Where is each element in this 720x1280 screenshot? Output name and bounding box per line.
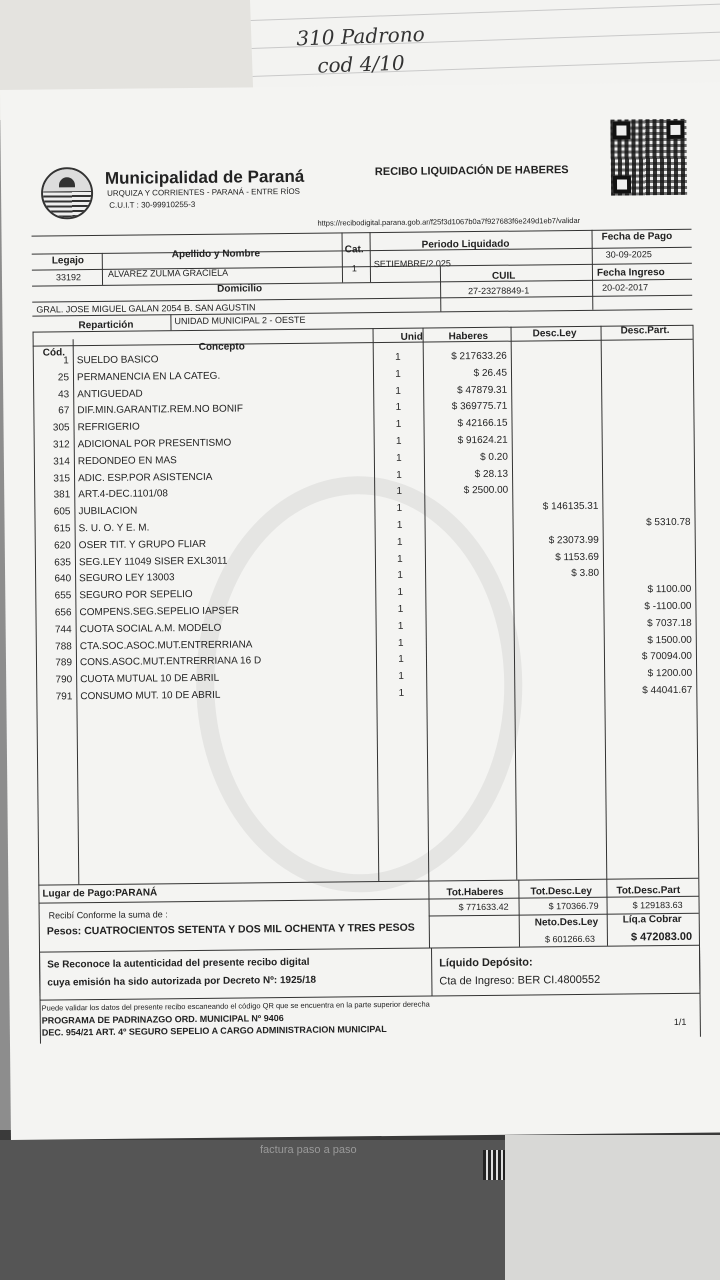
tot-desc-ley-value: $ 170366.79 bbox=[548, 900, 599, 912]
cell-desc-ley bbox=[516, 635, 600, 636]
name-label: Apellido y Nombre bbox=[171, 248, 261, 261]
cell-unid: 1 bbox=[395, 368, 401, 380]
cell-cod: 791 bbox=[55, 691, 73, 703]
col-cod: Cód. bbox=[42, 347, 66, 359]
cell-unid: 1 bbox=[394, 351, 401, 363]
pay-date-value: 30-09-2025 bbox=[605, 249, 652, 260]
period-value: SETIEMBRE/2.025 bbox=[373, 258, 451, 270]
cell-desc-ley bbox=[514, 451, 598, 452]
col-desc-ley: Desc.Ley bbox=[532, 327, 577, 340]
deposit-label: Líquido Depósito: bbox=[439, 956, 533, 970]
cell-desc-part bbox=[603, 366, 689, 367]
col-concepto: Concepto bbox=[198, 341, 245, 353]
cell-cod: 789 bbox=[55, 657, 73, 669]
dept-label: Repartición bbox=[78, 319, 134, 332]
cell-concepto: ART.4-DEC.1101/08 bbox=[78, 488, 168, 501]
cell-desc-ley bbox=[516, 652, 600, 653]
cell-unid: 1 bbox=[397, 570, 403, 582]
cell-unid: 1 bbox=[396, 519, 403, 531]
cell-haberes bbox=[428, 619, 510, 620]
cell-desc-ley bbox=[516, 619, 600, 620]
qr-code-icon[interactable] bbox=[610, 119, 687, 196]
tot-haberes-value: $ 771633.42 bbox=[458, 901, 509, 913]
cell-cod: 640 bbox=[54, 573, 72, 585]
org-name: Municipalidad de Paraná bbox=[104, 166, 305, 188]
cell-cod: 615 bbox=[53, 523, 71, 535]
cell-cod: 315 bbox=[53, 472, 71, 485]
cell-concepto: SEGURO POR SEPELIO bbox=[79, 589, 193, 602]
cell-desc-part: $ 1500.00 bbox=[647, 634, 692, 646]
cell-desc-ley bbox=[516, 669, 600, 670]
cell-haberes bbox=[427, 519, 509, 520]
cell-unid: 1 bbox=[395, 402, 402, 414]
cell-desc-part bbox=[603, 399, 689, 400]
name-value: ALVAREZ ZULMA GRACIELA bbox=[107, 267, 229, 279]
cell-desc-part bbox=[603, 416, 689, 417]
cell-unid: 1 bbox=[397, 620, 404, 632]
cell-unid: 1 bbox=[395, 435, 402, 447]
cell-desc-ley: $ 146135.31 bbox=[542, 500, 599, 513]
cell-concepto: REFRIGERIO bbox=[77, 421, 140, 434]
cell-haberes bbox=[428, 636, 510, 637]
cell-cod: 314 bbox=[53, 456, 70, 468]
cell-cod: 744 bbox=[54, 624, 72, 636]
cell-cod: 381 bbox=[53, 489, 71, 501]
cell-desc-part bbox=[604, 466, 690, 467]
cell-cod: 305 bbox=[52, 422, 70, 434]
cell-unid: 1 bbox=[396, 452, 402, 464]
cell-haberes bbox=[427, 535, 509, 536]
cell-unid: 1 bbox=[395, 385, 402, 397]
cell-desc-part bbox=[605, 567, 691, 568]
cell-concepto: JUBILACION bbox=[78, 505, 138, 518]
doc-title: RECIBO LIQUIDACIÓN DE HABERES bbox=[374, 164, 569, 179]
cell-desc-part bbox=[604, 450, 690, 451]
background-screen bbox=[0, 1140, 505, 1280]
background-paper bbox=[505, 1135, 720, 1280]
cell-desc-part bbox=[605, 550, 691, 551]
legajo-value: 33192 bbox=[55, 272, 82, 283]
cell-haberes: $ 0.20 bbox=[480, 451, 508, 463]
received-text: Recibí Conforme la suma de : bbox=[48, 909, 168, 921]
pay-place: Lugar de Pago:PARANÁ bbox=[42, 887, 158, 900]
cell-desc-part: $ 70094.00 bbox=[641, 651, 693, 663]
neto-label: Neto.Des.Ley bbox=[534, 916, 599, 929]
cell-concepto: CTA.SOC.ASOC.MUT.ENTRERRIANA bbox=[79, 638, 253, 652]
deposit-account: Cta de Ingreso: BER CI.4800552 bbox=[439, 973, 601, 988]
cell-desc-ley: $ 1153.69 bbox=[555, 551, 599, 563]
org-cuit: C.U.I.T : 30-99910255-3 bbox=[109, 199, 196, 210]
cell-unid: 1 bbox=[397, 586, 404, 599]
cell-desc-part bbox=[603, 349, 689, 350]
cell-cod: 788 bbox=[55, 640, 72, 653]
cell-desc-part bbox=[604, 483, 690, 484]
cell-unid: 1 bbox=[398, 687, 405, 699]
cell-desc-part: $ 1100.00 bbox=[647, 583, 692, 596]
cell-cod: 1 bbox=[63, 355, 69, 367]
cell-cod: 605 bbox=[53, 506, 71, 518]
cell-desc-ley bbox=[515, 518, 599, 519]
cell-concepto: CUOTA SOCIAL A.M. MODELO bbox=[79, 622, 222, 635]
cell-concepto: REDONDEO EN MAS bbox=[77, 454, 177, 468]
cell-desc-part bbox=[604, 433, 690, 434]
cell-concepto: S. U. O. Y E. M. bbox=[78, 522, 150, 535]
cell-cod: 790 bbox=[55, 674, 73, 686]
cell-haberes: $ 217633.26 bbox=[451, 350, 507, 363]
cell-concepto: CUOTA MUTUAL 10 DE ABRIL bbox=[80, 672, 220, 686]
cell-concepto: CONS.ASOC.MUT.ENTRERRIANA 16 D bbox=[79, 655, 262, 669]
program-line-1: PROGRAMA DE PADRINAZGO ORD. MUNICIPAL Nº 9406 bbox=[41, 1013, 284, 1026]
cell-haberes: $ 42166.15 bbox=[457, 417, 508, 430]
cell-concepto: ADIC. ESP.POR ASISTENCIA bbox=[78, 471, 213, 484]
col-unid: Unid bbox=[400, 331, 423, 343]
cell-desc-ley bbox=[513, 367, 597, 368]
period-label: Periodo Liquidado bbox=[421, 238, 510, 251]
cell-desc-ley bbox=[514, 434, 598, 435]
cell-haberes bbox=[426, 502, 508, 503]
cell-cod: 655 bbox=[54, 590, 72, 602]
liq-cobrar-label: Líq.a Cobrar bbox=[622, 913, 682, 926]
cell-unid: 1 bbox=[397, 603, 404, 615]
cell-cod: 620 bbox=[54, 540, 71, 552]
cell-concepto: SEGURO LEY 13003 bbox=[79, 572, 175, 585]
col-desc-part: Desc.Part. bbox=[620, 325, 670, 337]
cell-unid: 1 bbox=[398, 654, 404, 666]
cell-desc-part bbox=[605, 534, 691, 535]
cell-unid: 1 bbox=[397, 553, 403, 565]
cell-concepto: COMPENS.SEG.SEPELIO IAPSER bbox=[79, 605, 240, 619]
cat-value: 1 bbox=[351, 263, 357, 274]
cell-haberes bbox=[427, 552, 509, 553]
cell-desc-ley bbox=[513, 383, 597, 384]
cell-desc-part: $ 5310.78 bbox=[646, 516, 691, 529]
cell-desc-ley bbox=[513, 350, 597, 351]
cell-desc-part: $ 44041.67 bbox=[642, 684, 693, 697]
cell-concepto: SEG.LEY 11049 SISER EXL3011 bbox=[78, 555, 228, 568]
cell-haberes bbox=[428, 670, 510, 671]
cell-unid: 1 bbox=[396, 502, 403, 515]
cell-haberes bbox=[427, 569, 509, 570]
program-line-2: DEC. 954/21 ART. 4º SEGURO SEPELIO A CARGO ADMINISTRACION MUNICIPAL bbox=[41, 1024, 387, 1038]
cell-haberes: $ 2500.00 bbox=[463, 485, 509, 497]
cell-haberes bbox=[427, 603, 509, 604]
handwritten-line-2: cod 4/10 bbox=[316, 50, 406, 78]
cell-cod: 312 bbox=[52, 439, 70, 451]
auth-line-1: Se Reconoce la autenticidad del presente recibo digital bbox=[47, 956, 310, 971]
cell-unid: 1 bbox=[397, 637, 404, 649]
dept-value: UNIDAD MUNICIPAL 2 - OESTE bbox=[174, 314, 306, 327]
receipt bbox=[11, 133, 701, 1038]
background-qr-icon bbox=[483, 1150, 505, 1180]
cell-unid: 1 bbox=[398, 670, 405, 683]
cell-cod: 25 bbox=[57, 372, 70, 384]
qr-validation-note: Puede validar los datos del presente recibo escaneando el código QR que se encuentra en la parte superior derecha bbox=[41, 999, 430, 1013]
col-haberes: Haberes bbox=[448, 330, 489, 343]
cell-haberes: $ 47879.31 bbox=[457, 384, 508, 396]
cell-desc-ley bbox=[514, 484, 598, 485]
municipal-seal-icon bbox=[41, 167, 94, 220]
legajo-label: Legajo bbox=[51, 255, 85, 267]
cell-haberes bbox=[428, 653, 510, 654]
page-number: 1/1 bbox=[673, 1016, 687, 1027]
handwritten-line-1: 310 Padrono bbox=[295, 21, 426, 51]
cell-haberes bbox=[427, 586, 509, 587]
validation-url[interactable]: https://recibodigital.parana.gob.ar/f25f3d1067b0a7f927683f6e249d1eb7/validar bbox=[317, 215, 581, 228]
cell-desc-part: $ 7037.18 bbox=[647, 617, 692, 630]
entry-date-value: 20-02-2017 bbox=[602, 282, 649, 293]
cell-cod: 67 bbox=[58, 405, 70, 417]
cell-desc-ley bbox=[513, 417, 597, 418]
cell-haberes: $ 91624.21 bbox=[457, 434, 508, 447]
cell-haberes: $ 28.13 bbox=[474, 468, 509, 480]
cell-concepto: CONSUMO MUT. 10 DE ABRIL bbox=[80, 689, 221, 703]
cell-cod: 635 bbox=[54, 556, 72, 569]
cell-desc-ley bbox=[513, 400, 597, 401]
cell-desc-part bbox=[604, 500, 690, 501]
receipt-sheet bbox=[0, 82, 720, 1139]
cell-desc-ley bbox=[514, 467, 598, 468]
cell-desc-part: $ 1200.00 bbox=[647, 667, 693, 680]
cell-concepto: ANTIGUEDAD bbox=[77, 388, 143, 400]
tot-desc-part-value: $ 129183.63 bbox=[632, 899, 683, 911]
cell-desc-ley: $ 23073.99 bbox=[548, 534, 599, 547]
cell-concepto: ADICIONAL POR PRESENTISMO bbox=[77, 437, 232, 451]
cell-concepto: PERMANENCIA EN LA CATEG. bbox=[76, 370, 221, 384]
cell-concepto: DIF.MIN.GARANTIZ.REM.NO BONIF bbox=[77, 403, 243, 417]
tot-desc-ley-label: Tot.Desc.Ley bbox=[530, 885, 592, 898]
address-value: GRAL. JOSE MIGUEL GALAN 2054 B. SAN AGUSTIN bbox=[36, 302, 256, 315]
cell-cod: 43 bbox=[58, 388, 70, 401]
cuil-value: 27-23278849-1 bbox=[468, 285, 530, 297]
cell-desc-ley: $ 3.80 bbox=[571, 568, 600, 580]
auth-line-2: cuya emisión ha sido autorizada por Decreto Nº: 1925/18 bbox=[47, 974, 317, 989]
cell-cod: 656 bbox=[54, 607, 72, 619]
tot-desc-part-label: Tot.Desc.Part bbox=[616, 884, 681, 897]
cell-desc-ley bbox=[515, 602, 599, 603]
cell-desc-part bbox=[603, 382, 689, 383]
background-screen-text: factura paso a paso bbox=[260, 1144, 357, 1156]
cell-unid: 1 bbox=[396, 536, 403, 548]
cat-label: Cat. bbox=[344, 244, 364, 256]
cell-desc-ley bbox=[516, 686, 600, 687]
cell-haberes: $ 369775.71 bbox=[451, 401, 508, 413]
address-label: Domicilio bbox=[217, 283, 263, 295]
neto-value: $ 601266.63 bbox=[544, 933, 596, 945]
cell-concepto: SUELDO BASICO bbox=[76, 354, 159, 367]
cell-unid: 1 bbox=[395, 419, 402, 431]
cell-desc-part: $ -1100.00 bbox=[644, 600, 692, 613]
cell-concepto: OSER TIT. Y GRUPO FLIAR bbox=[78, 538, 207, 551]
cell-unid: 1 bbox=[396, 469, 402, 481]
cell-desc-ley bbox=[515, 585, 599, 586]
cuil-label: CUIL bbox=[491, 270, 516, 282]
liq-cobrar-value: $ 472083.00 bbox=[630, 930, 693, 944]
pay-date-label: Fecha de Pago bbox=[601, 230, 673, 243]
cell-haberes bbox=[428, 687, 510, 688]
tot-haberes-label: Tot.Haberes bbox=[446, 886, 504, 899]
amount-in-words: Pesos: CUATROCIENTOS SETENTA Y DOS MIL OCHENTA Y TRES PESOS bbox=[46, 921, 415, 938]
cell-unid: 1 bbox=[396, 486, 403, 498]
cell-haberes: $ 26.45 bbox=[473, 367, 508, 379]
entry-date-label: Fecha Ingreso bbox=[596, 267, 665, 279]
org-address: URQUIZA Y CORRIENTES - PARANÁ - ENTRE RÍOS bbox=[107, 186, 301, 198]
